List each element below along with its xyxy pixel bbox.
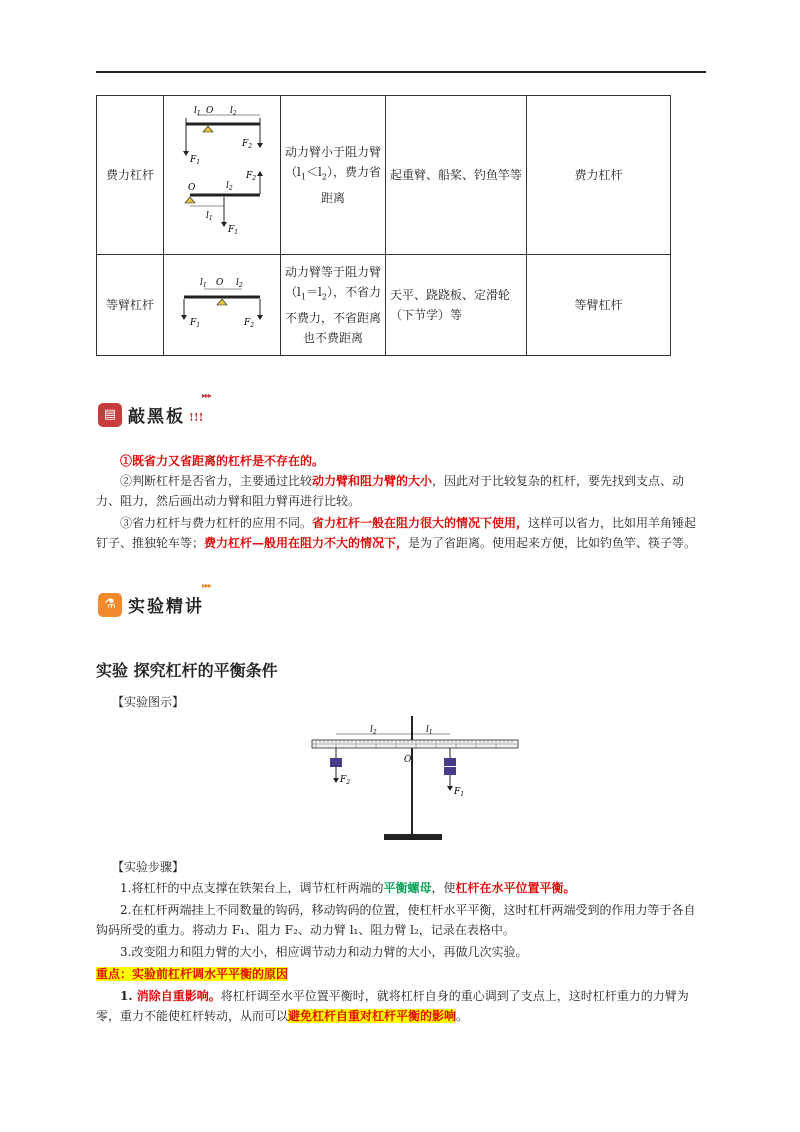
flask-icon: ⚗ xyxy=(98,593,122,617)
section-title: 实验精讲 xyxy=(128,597,204,617)
key-point-1: 1. 消除自重影响。将杠杆调至水平位置平衡时，就将杠杆自身的重心调到了支点上，这时杠杆重力的力臂为零，重力不能使杠杆转动，从而可以避免杠杆自重对杠杆平衡的影响。 xyxy=(96,989,689,1023)
svg-text:F2: $F_2$ xyxy=(246,171,257,182)
exclamation-marks: !!! xyxy=(189,411,204,424)
arrow-dots-icon: ▸▸▸ xyxy=(202,581,212,590)
figure-label: 【实验图示】 xyxy=(112,695,185,709)
figure-cell xyxy=(164,96,281,255)
arrow-dots-icon: ▸▸▸ xyxy=(202,391,212,400)
labor-lever-diagram xyxy=(164,96,280,248)
svg-text:F1: $F_1$ xyxy=(228,225,239,236)
key-point-heading: 重点：实验前杠杆调水平平衡的原因 xyxy=(96,967,289,981)
lever-type: 等臂杠杆 xyxy=(527,255,671,356)
svg-text:l2: $l_2$ xyxy=(370,725,377,736)
svg-text:O: O xyxy=(188,183,196,193)
lab-section-header xyxy=(98,581,212,617)
figure-cell xyxy=(164,255,281,356)
svg-text:F2: $F_2$ xyxy=(242,139,253,150)
lever-examples: 天平、跷跷板、定滑轮（下节学）等 xyxy=(386,255,527,356)
steps-label: 【实验步骤】 xyxy=(112,860,185,874)
svg-text:F2: $F_2$ xyxy=(340,775,351,786)
board-section-header xyxy=(98,391,212,427)
board-point-2: ②判断杠杆是否省力，主要通过比较动力臂和阻力臂的大小，因此对于比较复杂的杠杆，要先找到支点、动力、阻力，然后画出动力臂和阻力臂再进行比较。 xyxy=(96,474,685,508)
board-point-1: ①既省力又省距离的杠杆是不存在的。 xyxy=(120,454,325,468)
svg-text:l1: $l_1$ xyxy=(206,211,213,222)
step-1: 1.将杠杆的中点支撑在铁架台上，调节杠杆两端的平衡螺母，使杠杆在水平位置平衡。 xyxy=(120,881,576,895)
lever-type-table xyxy=(96,95,671,356)
svg-text:F1: $F_1$ xyxy=(454,787,465,798)
step-3: 3.改变阻力和阻力臂的大小，相应调节动力和动力臂的大小，再做几次实验。 xyxy=(120,945,528,959)
svg-text:F2: $F_2$ xyxy=(244,318,255,329)
table-row xyxy=(97,96,671,255)
svg-text:l2: $l_2$ xyxy=(236,278,243,289)
lever-condition: 动力臂等于阻力臂$(l_1=l_2)$，不省力不费力，不省距离也不费距离 xyxy=(281,255,386,356)
svg-text:l2: $l_2$ xyxy=(230,106,237,117)
equal-arm-lever-diagram xyxy=(164,255,280,349)
section-title: 敲黑板 xyxy=(128,407,185,427)
lever-condition: 动力臂小于阻力臂$(l_1<l_2)$，费力省距离 xyxy=(281,96,386,255)
svg-text:O: O xyxy=(404,755,412,765)
board-icon: ▤ xyxy=(98,403,122,427)
svg-text:F1: $F_1$ xyxy=(190,155,201,166)
experiment-title: 实验 探究杠杆的平衡条件 xyxy=(96,661,278,680)
header-rule xyxy=(96,71,706,73)
svg-text:l2: $l_2$ xyxy=(226,181,233,192)
lever-name: 等臂杠杆 xyxy=(97,255,164,356)
svg-text:F1: $F_1$ xyxy=(190,318,201,329)
svg-text:l1: $l_1$ xyxy=(194,106,201,117)
lever-name: 费力杠杆 xyxy=(97,96,164,255)
lever-type: 费力杠杆 xyxy=(527,96,671,255)
lever-examples: 起重臂、船桨、钓鱼竿等 xyxy=(386,96,527,255)
svg-text:O: O xyxy=(216,278,224,288)
experiment-diagram xyxy=(308,714,524,844)
step-2: 2.在杠杆两端挂上不同数量的钩码，移动钩码的位置，使杠杆水平平衡，这时杠杆两端受到的作用力等于各自钩码所受的重力。将动力 F₁、阻力 F₂、动力臂 l₁、阻力臂 l₂，记录在表格中。 xyxy=(96,903,696,937)
svg-text:O: O xyxy=(206,106,214,116)
table-row xyxy=(97,255,671,356)
board-point-3: ③省力杠杆与费力杠杆的应用不同。省力杠杆一般在阻力很大的情况下使用，这样可以省力，比如用羊角锤起钉子、推独轮车等；费力杠杆—般用在阻力不大的情况下，是为了省距离。使用起来方便，比如钓鱼竿、筷子等。 xyxy=(96,516,697,550)
svg-text:l1: $l_1$ xyxy=(200,278,207,289)
svg-text:l1: $l_1$ xyxy=(426,725,433,736)
